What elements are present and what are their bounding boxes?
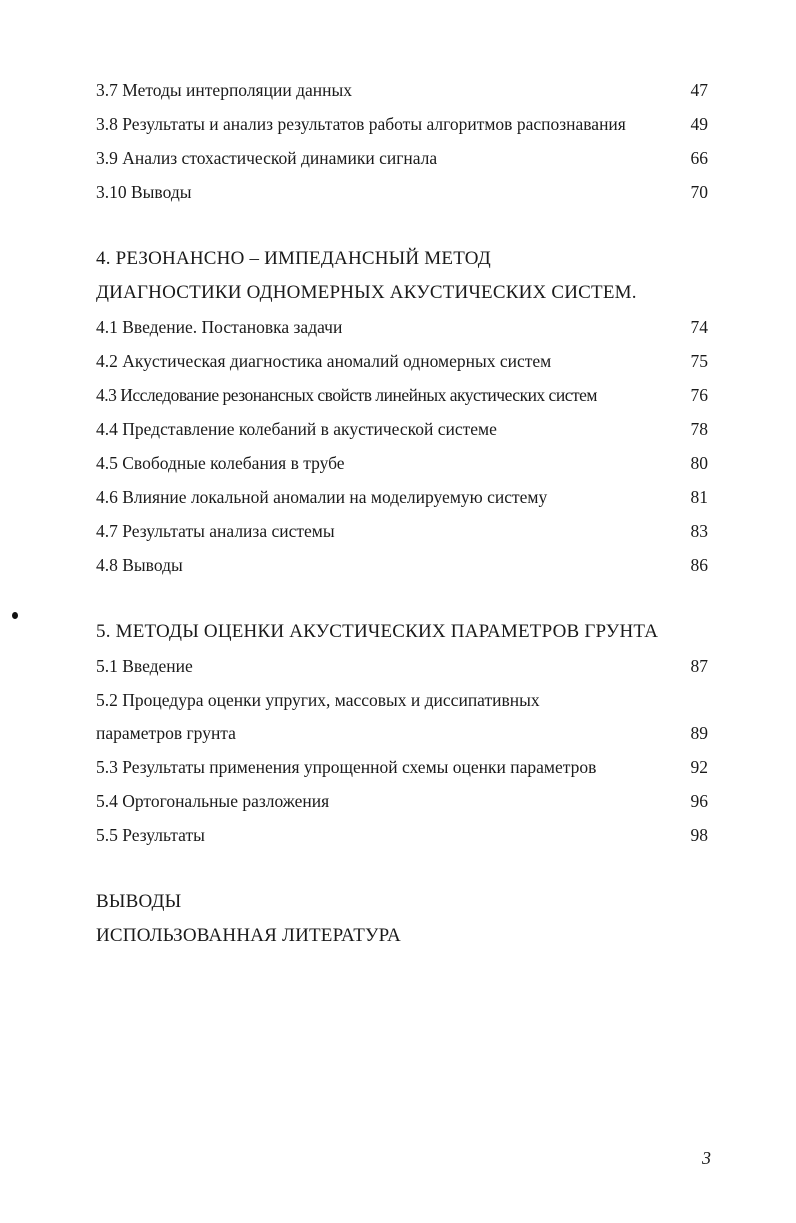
conclusions-heading: ВЫВОДЫ xyxy=(96,891,182,912)
toc-entry xyxy=(96,414,708,444)
toc-entry xyxy=(96,685,708,715)
toc-entry-label: 3.8 Результаты и анализ результатов работы алгоритмов распознавания xyxy=(96,114,626,134)
toc-entry-label: 4.4 Представление колебаний в акустической системе xyxy=(96,419,497,439)
toc-entry xyxy=(96,346,708,376)
toc-entry-page: 74 xyxy=(690,317,708,337)
scan-speck xyxy=(12,612,18,619)
chapter-4-title-line-1: 4. РЕЗОНАНСНО – ИМПЕДАНСНЫЙ МЕТОД xyxy=(96,248,491,269)
toc-entry-page: 81 xyxy=(690,487,708,507)
toc-entry-page: 80 xyxy=(690,453,708,473)
toc-entry-page: 66 xyxy=(690,148,708,168)
toc-entry xyxy=(96,550,708,580)
toc-entry-label: 5.3 Результаты применения упрощенной схемы оценки параметров xyxy=(96,757,597,777)
toc-entry-label: 5.1 Введение xyxy=(96,656,193,676)
toc-entry-label: 4.8 Выводы xyxy=(96,555,183,575)
toc-entry-label: 4.2 Акустическая диагностика аномалий одномерных систем xyxy=(96,351,552,371)
toc-entry-label: 4.7 Результаты анализа системы xyxy=(96,521,335,541)
toc-entry-label: 4.6 Влияние локальной аномалии на моделируемую систему xyxy=(96,487,548,507)
toc-entry xyxy=(96,75,708,105)
toc-entry xyxy=(96,718,708,748)
toc-entry xyxy=(96,109,708,139)
toc-entry-label: 5.4 Ортогональные разложения xyxy=(96,791,330,811)
toc-entry-label: 5.5 Результаты xyxy=(96,825,205,845)
toc-entry xyxy=(96,312,708,342)
toc-entry-page: 89 xyxy=(690,723,708,743)
toc-entry-page: 49 xyxy=(690,114,708,134)
toc-entry-page: 76 xyxy=(690,385,708,405)
toc-entry-page: 96 xyxy=(690,791,708,811)
toc-entry-label: параметров грунта xyxy=(96,723,236,743)
toc-entry xyxy=(96,482,708,512)
toc-entry xyxy=(96,177,708,207)
references-heading: ИСПОЛЬЗОВАННАЯ ЛИТЕРАТУРА xyxy=(96,925,401,946)
toc-entry xyxy=(96,516,708,546)
toc-entry-page: 75 xyxy=(690,351,708,371)
toc-entry xyxy=(96,786,708,816)
toc-entry xyxy=(96,448,708,478)
toc-entry xyxy=(96,380,708,410)
toc-entry-label: 5.2 Процедура оценки упругих, массовых и диссипативных xyxy=(96,690,540,710)
chapter-4-title-line-2: ДИАГНОСТИКИ ОДНОМЕРНЫХ АКУСТИЧЕСКИХ СИСТЕМ. xyxy=(96,282,637,303)
toc-entry xyxy=(96,752,708,782)
toc-entry-page: 86 xyxy=(690,555,708,575)
toc-entry-page: 78 xyxy=(690,419,708,439)
toc-entry-page: 70 xyxy=(690,182,708,202)
toc-entry-page: 92 xyxy=(690,757,708,777)
toc-entry-page: 87 xyxy=(690,656,708,676)
toc-entry-label: 3.7 Методы интерполяции данных xyxy=(96,80,352,100)
toc-entry-label: 4.3 Исследование резонансных свойств линейных акустических систем xyxy=(96,385,597,405)
chapter-5-title: 5. МЕТОДЫ ОЦЕНКИ АКУСТИЧЕСКИХ ПАРАМЕТРОВ ГРУНТА xyxy=(96,621,659,642)
toc-entry xyxy=(96,651,708,681)
toc-entry-page: 47 xyxy=(690,80,708,100)
toc-entry-label: 3.10 Выводы xyxy=(96,182,192,202)
toc-entry xyxy=(96,820,708,850)
toc-entry-label: 4.5 Свободные колебания в трубе xyxy=(96,453,345,473)
toc-entry xyxy=(96,143,708,173)
toc-entry-label: 3.9 Анализ стохастической динамики сигнала xyxy=(96,148,438,168)
toc-entry-page: 98 xyxy=(690,825,708,845)
toc-entry-label: 4.1 Введение. Постановка задачи xyxy=(96,317,343,337)
toc-entry-page: 83 xyxy=(690,521,708,541)
page-number: 3 xyxy=(702,1148,711,1168)
